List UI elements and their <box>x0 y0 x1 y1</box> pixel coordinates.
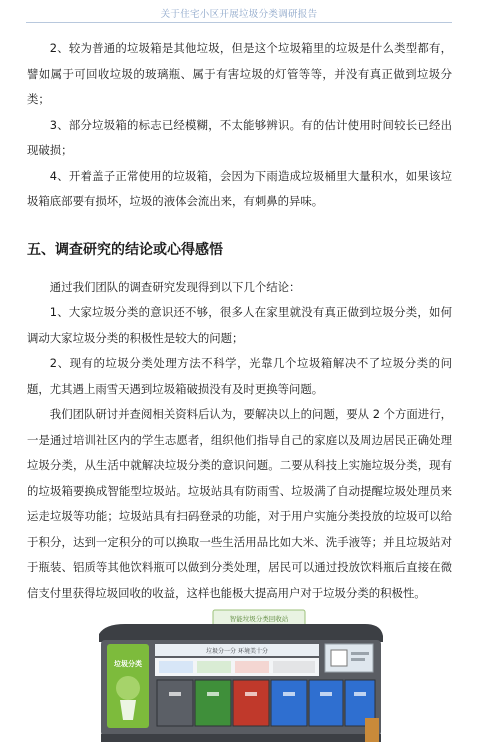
sign-panel-text: 垃圾分类 <box>114 660 142 668</box>
document-body <box>27 36 452 606</box>
paragraph: 我们团队研讨并查阅相关资料后认为，要解决以上的问题，要从 2 个方面进行，一是通过培训社区内的学生志愿者，组织他们指导自己的家庭以及周边居民正确处理垃圾分类，从生活中就解决垃圾分类的意识问题。二要从科技上实施垃圾分类，现有的垃圾箱要换成智能型垃圾站。垃圾站具有防雨雪、垃圾满了自动提醒垃圾处理员来运走垃圾等功能；垃圾站具有扫码登录的功能，对于用户实施分类投放的垃圾可以给于积分，达到一定积分的可以换取一些生活用品比如大米、洗手液等；并且垃圾站对于瓶装、铝质等其他饮料瓶可以做到分类处理，居民可以通过投放饮料瓶后直接在微信支付里获得垃圾回收的收益，这样也能极大提高用户对于垃圾分类的积极性。 <box>27 407 452 600</box>
paragraph: 通过我们团队的调查研究发现得到以下几个结论： <box>49 279 301 294</box>
paragraph: 3、部分垃圾箱的标志已经模糊，不太能够辨识。有的估计使用时间较长已经出现破损； <box>27 117 452 157</box>
section-heading: 五、调查研究的结论或心得感悟 <box>27 241 223 258</box>
paragraph: 2、现有的垃圾分类处理方法不科学，光靠几个垃圾箱解决不了垃圾分类的问题，尤其遇上雨雪天遇到垃圾箱破损没有及时更换等问题。 <box>27 356 452 396</box>
header-divider <box>26 22 452 23</box>
paragraph: 4、开着盖子正常使用的垃圾箱，会因为下雨造成垃圾桶里大量积水，如果该垃圾箱底部要有损坏，垃圾的液体会流出来，有刺鼻的异味。 <box>27 168 452 208</box>
paragraph: 1、大家垃圾分类的意识还不够，很多人在家里就没有真正做到垃圾分类，如何调动大家垃圾分类的积极性是较大的问题； <box>27 305 452 345</box>
roof-sign-text: 智能垃圾分类回收站 <box>229 615 289 623</box>
smart-recycling-station-image <box>95 608 385 746</box>
page-header-title: 关于住宅小区开展垃圾分类调研报告 <box>160 9 318 20</box>
paragraph: 2、较为普通的垃圾箱是其他垃圾，但是这个垃圾箱里的垃圾是什么类型都有，譬如属于可回收垃圾的玻璃瓶、属于有害垃圾的灯管等等，并没有真正做到垃圾分类； <box>27 41 452 106</box>
banner-text: 垃圾分一分 环境美十分 <box>206 648 268 655</box>
